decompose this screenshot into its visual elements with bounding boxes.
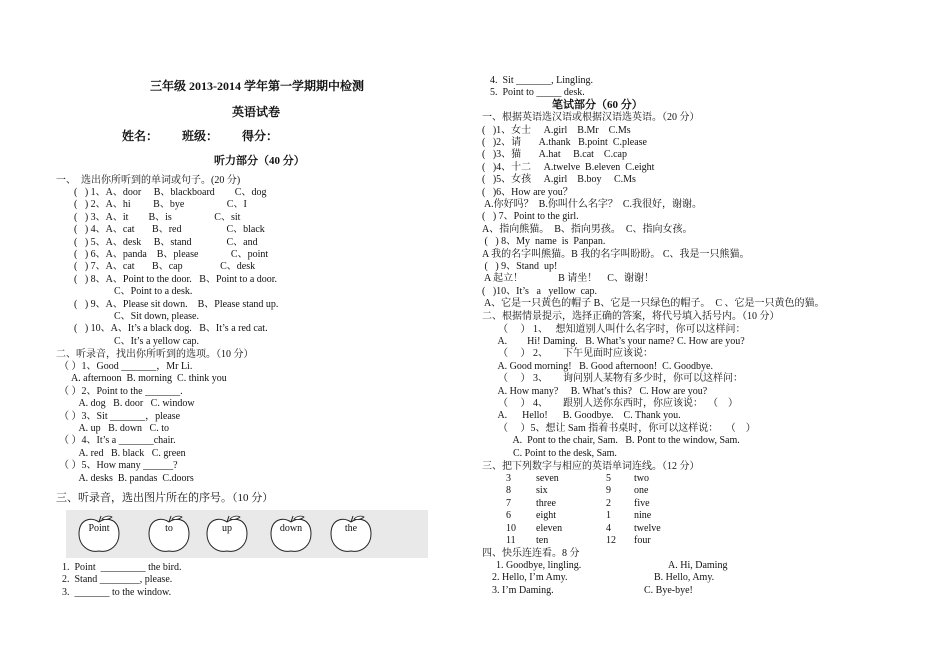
question-line: ( ) 2、A、hi B、bye C、I [74,199,247,211]
apple-picture [146,514,192,554]
writing-s1-title: 一、根据英语选汉语或根据汉语选英语。（20 分） [482,112,700,123]
question-line: （ ）2、Point to the _______. [59,385,183,397]
number-cell: 1 [606,510,611,522]
question-line: ( ) 1、A、door B、blackboard C、dog [74,187,267,198]
word-cell: three [536,497,556,509]
word-cell: six [536,485,548,497]
dialogue-right: A. Hi, Daming [668,560,728,571]
question-line: A. desks B. pandas C.doors [59,472,194,484]
number-cell: 5 [606,473,611,484]
number-cell: 7 [506,497,511,509]
number-cell: 8 [506,485,511,497]
word-cell: eight [536,510,556,522]
question-line: ( )10、It’s a yellow cap. [482,285,597,297]
question-line: A. Hello! B. Goodbye. C. Thank you. [488,410,681,422]
question-line: ( )2、请 A.thank B.point C.please [482,136,647,148]
question-line: ( ) 8、A、Point to the door. B、Point to a door. [74,273,278,285]
writing-s2-title: 二、根据情景提示，选择正确的答案，将代号填入括号内。（10 分） [482,311,780,322]
question-line: A、它是一只黄色的帽子 B、它是一只绿色的帽子。 C 、它是一只黄色的猫。 [482,298,825,310]
listening-s3-title: 三、听录音，选出图片所在的序号。（10 分） [56,492,274,504]
question-line: ( ) 8、My name is Panpan. [482,236,606,248]
question-line: A. Hi! Daming. B. What’s your name? C. How are you? [488,335,745,347]
writing-s4-title: 四、快乐连连看。8 分 [482,548,580,559]
dialogue-left: 2. Hello, I’m Amy. [492,572,568,584]
apple-word: up [222,523,232,534]
fill-blank-line: 1. Point _________ the bird. [62,562,182,573]
listening-s2-title: 二、听录音，找出你所听到的选项。（10 分） [56,349,254,360]
number-cell: 2 [606,497,611,509]
dialogue-left: 1. Goodbye, lingling. [496,560,582,571]
number-cell: 6 [506,510,511,522]
question-line: （ ）5、How many ______? [59,460,178,472]
listening-title: 听力部分（40 分） [214,155,305,167]
dialogue-right: C. Bye-bye! [644,584,693,596]
writing-title: 笔试部分（60 分） [552,99,643,111]
fill-blank-line: 3. _______ to the window. [62,586,172,598]
word-cell: nine [634,510,652,522]
question-line: （ ）3、Sit _______，please [59,410,181,422]
question-line: A. dog B. door C. window [59,398,195,410]
question-line: （ ）1、Good _______，Mr Li. [59,361,193,372]
fill-blank-line: 5. Point to _____ desk. [490,87,585,99]
writing-s3-title: 三、把下列数字与相应的英语单词连线。（12 分） [482,461,700,472]
question-line: （ ） 4、 跟别人送你东西时，你应该说： （ ） [488,397,738,409]
exam-subtitle: 英语试卷 [232,105,281,119]
question-line: ( )6、How are you？ [482,186,573,198]
number-cell: 10 [506,522,516,534]
question-line: ( )4、十二 A.twelve B.eleven C.eight [482,161,655,173]
word-cell: eleven [536,522,563,534]
question-line: ( ) 9、Stand up! [482,260,558,272]
word-cell: seven [536,473,559,484]
question-line: ( ) 5、A、desk B、stand C、and [74,236,258,248]
fill-blank-line: 4. Sit _______, Lingling. [490,75,594,86]
dialogue-right: B. Hello, Amy. [654,572,715,584]
apple-picture [328,514,374,554]
question-line: C. Point to the desk, Sam. [488,447,617,459]
word-cell: five [634,497,650,509]
question-line: ( ) 7、A、cat B、cap C、desk [74,261,256,273]
question-line: C、It’s a yellow cap. [74,335,199,347]
question-line: A. How many? B. What’s this? C. How are you? [488,385,708,397]
listening-s1-title: 一、 选出你所听到的单词或句子。(20 分) [56,175,241,186]
question-line: ( )1、女士 A.girl B.Mr C.Ms [482,124,631,136]
dialogue-left: 3. I’m Daming. [492,584,554,596]
question-line: C、Point to a desk. [74,286,193,298]
question-line: ( ) 9、A、Please sit down. B、Please stand up. [74,298,279,310]
question-line: ( )3、猫 A.hat B.cat C.cap [482,149,627,161]
question-line: A、指向熊猫。 B、指向男孩。 C、指向女孩。 [482,223,693,235]
question-line: （ ） 3、 询问别人某物有多少时，你可以这样问： [488,373,743,385]
exam-title: 三年级 2013-2014 学年第一学期期中检测 [150,79,364,93]
question-line: （ ） 1、 想知道别人叫什么名字时，你可以这样问： [488,323,746,335]
fill-blank-line: 2. Stand ________, please. [62,574,173,586]
question-line: A. Good morning! B. Good afternoon! C. Goodbye. [488,360,713,372]
number-cell: 4 [606,522,611,534]
word-cell: two [634,473,649,484]
apple-word: the [344,523,358,534]
question-line: ( ) 6、A、panda B、please C、point [74,249,269,260]
word-cell: one [634,485,649,497]
number-cell: 9 [606,485,611,497]
question-line: ( )5、女孩 A.girl B.boy C.Ms [482,174,636,186]
word-cell: twelve [634,522,661,534]
question-line: （ ）4、It’s a _______chair. [59,435,176,447]
question-line: ( ) 4、A、cat B、red C、black [74,224,265,236]
apple-picture-strip [66,510,428,558]
question-line: ( ) 7、Point to the girl. [482,211,579,223]
question-line: A.你好吗？ B.你叫什么名字？ C.我很好，谢谢。 [482,198,703,210]
apple-word: Point [88,523,110,534]
apple-word: to [165,523,173,534]
question-line: ( ) 3、A、it B、is C、sit [74,211,241,223]
question-line: A. red B. black C. green [59,447,186,459]
apple-word: down [279,523,303,534]
question-line: A. afternoon B. morning C. think you [59,373,227,385]
number-cell: 12 [606,535,616,546]
student-info: 姓名： 班级： 得分： [122,129,279,143]
question-line: （ ）5、想让 Sam 指着书桌时，你可以这样说： （ ） [488,422,756,434]
number-cell: 11 [506,535,516,546]
apple-picture [76,514,122,554]
question-line: A 我的名字叫熊猫。B 我的名字叫盼盼。 C、我是一只熊猫。 [482,248,750,260]
question-line: A. up B. down C. to [59,423,170,434]
question-line: ( ) 10、A、It’s a black dog. B、It’s a red cat. [74,323,268,335]
question-line: C、Sit down, please. [74,311,199,322]
number-cell: 3 [506,473,511,484]
apple-picture [204,514,250,554]
word-cell: four [634,535,651,546]
question-line: A. Pont to the chair, Sam. B. Pont to the window, Sam. [488,435,740,447]
apple-picture [268,514,314,554]
question-line: A 起立！ B 请坐！ C、谢谢！ [482,273,654,285]
word-cell: ten [536,535,549,546]
question-line: （ ） 2、 下午见面时应该说： [488,348,653,360]
